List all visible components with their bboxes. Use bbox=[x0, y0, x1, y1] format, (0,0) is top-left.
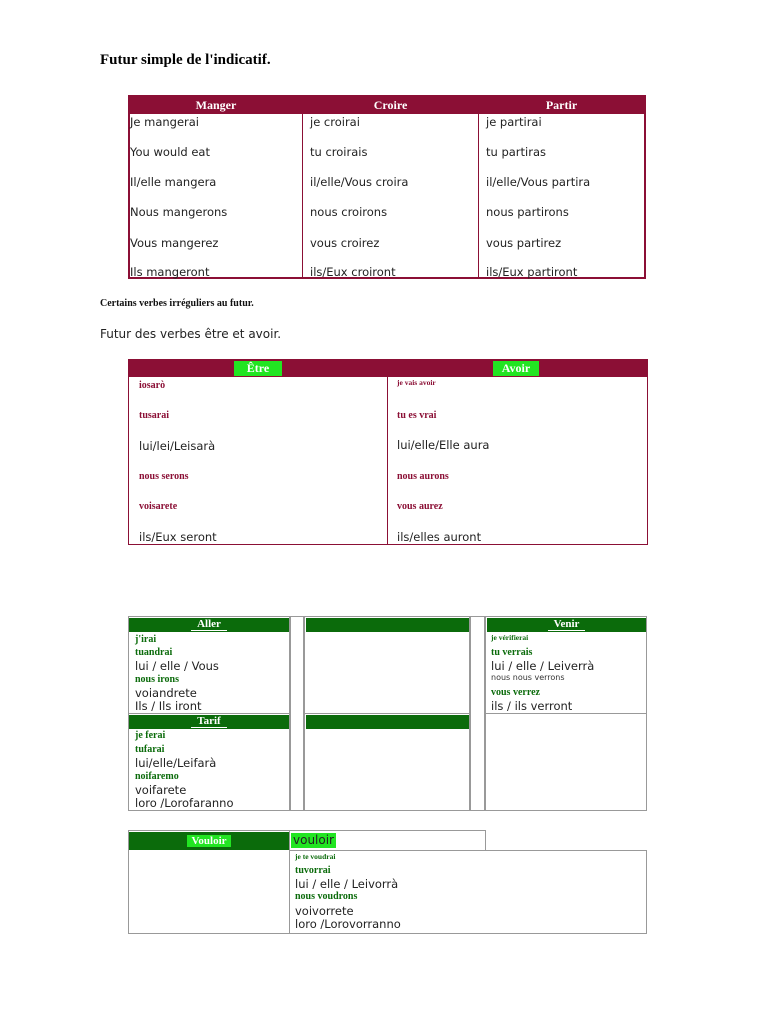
table-cell: je ferai bbox=[135, 730, 166, 741]
table-cell: je partirai bbox=[486, 115, 542, 129]
table-cell: Il/elle mangera bbox=[130, 175, 217, 189]
table-cell: tu partiras bbox=[486, 145, 546, 159]
table-cell: tusarai bbox=[139, 410, 169, 421]
table-cell: You would eat bbox=[130, 145, 210, 159]
table-cell: tu croirais bbox=[310, 145, 368, 159]
table-cell: vous partirez bbox=[486, 236, 562, 250]
header-tarif: Tarif bbox=[129, 715, 289, 729]
conjugation-grid-vouloir bbox=[128, 830, 648, 934]
table-cell: tuvorrai bbox=[295, 865, 331, 876]
table-cell: nous partirons bbox=[486, 205, 569, 219]
vouloir-field: vouloir bbox=[293, 833, 334, 847]
table-cell: je vérifierai bbox=[491, 633, 529, 642]
irregular-note: Certains verbes irréguliers au futur. bbox=[100, 298, 254, 309]
header-partir: Partir bbox=[479, 97, 644, 114]
table-cell: tu es vrai bbox=[397, 410, 437, 421]
table-cell: je te voudrai bbox=[295, 852, 336, 861]
table-cell: loro /Lorofaranno bbox=[135, 796, 234, 810]
table-cell: Je mangerai bbox=[130, 115, 200, 129]
table-cell: Ils mangeront bbox=[130, 265, 210, 279]
table-cell: nous voudrons bbox=[295, 891, 358, 902]
header-empty bbox=[306, 715, 469, 729]
header-aller: Aller bbox=[129, 618, 289, 632]
table-cell: nous irons bbox=[135, 674, 180, 685]
table-cell: j'irai bbox=[135, 634, 157, 645]
table-cell: nous serons bbox=[139, 471, 189, 482]
table-cell: lui/elle/Leifarà bbox=[135, 756, 217, 770]
table-cell: voifarete bbox=[135, 783, 187, 797]
header-croire: Croire bbox=[303, 97, 478, 114]
table-cell: voiandrete bbox=[135, 686, 197, 700]
page-title: Futur simple de l'indicatif. bbox=[100, 52, 271, 68]
table-cell: ils/Eux seront bbox=[139, 530, 217, 544]
table-cell: nous croirons bbox=[310, 205, 388, 219]
table-cell: il/elle/Vous croira bbox=[310, 175, 409, 189]
table-cell: iosarò bbox=[139, 380, 166, 391]
table-cell: vous aurez bbox=[397, 501, 443, 512]
table-cell: Nous mangerons bbox=[130, 205, 228, 219]
etre-avoir-intro: Futur des verbes être et avoir. bbox=[100, 327, 282, 341]
table-cell: il/elle/Vous partira bbox=[486, 175, 591, 189]
conjugation-grid-irregular bbox=[128, 616, 648, 812]
table-cell: nous aurons bbox=[397, 471, 449, 482]
table-cell: vous verrez bbox=[491, 687, 540, 698]
header-empty bbox=[306, 618, 469, 632]
table-cell: loro /Lorovorranno bbox=[295, 917, 401, 931]
table-cell: ils/elles auront bbox=[397, 530, 482, 544]
table-cell: tu verrais bbox=[491, 647, 533, 658]
conjugation-table-etre-avoir bbox=[128, 359, 648, 545]
header-vouloir: Vouloir bbox=[129, 832, 289, 850]
table-cell: voisarete bbox=[139, 501, 178, 512]
table-cell: nous nous verrons bbox=[491, 673, 565, 682]
table-cell: tufarai bbox=[135, 744, 165, 755]
header-avoir: Avoir bbox=[493, 361, 539, 376]
table-cell: voivorrete bbox=[295, 904, 354, 918]
table-cell: je vais avoir bbox=[397, 378, 436, 387]
table-cell: ils/Eux partiront bbox=[486, 265, 578, 279]
table-cell: tuandrai bbox=[135, 647, 173, 658]
table-cell: lui / elle / Vous bbox=[135, 659, 219, 673]
header-venir: Venir bbox=[487, 618, 646, 632]
table-cell: Ils / Ils iront bbox=[135, 699, 202, 713]
table-cell: lui/lei/Leisarà bbox=[139, 439, 216, 453]
conjugation-table-regular bbox=[128, 95, 646, 279]
header-manger: Manger bbox=[130, 97, 302, 114]
table-cell: Vous mangerez bbox=[130, 236, 219, 250]
table-cell: ils/Eux croiront bbox=[310, 265, 396, 279]
table-cell: ils / ils verront bbox=[491, 699, 573, 713]
table-cell: lui / elle / Leivorrà bbox=[295, 877, 399, 891]
header-etre: Être bbox=[234, 361, 282, 376]
table-cell: noifaremo bbox=[135, 771, 179, 782]
table-cell: je croirai bbox=[310, 115, 360, 129]
table-cell: lui / elle / Leiverrà bbox=[491, 659, 595, 673]
table-cell: vous croirez bbox=[310, 236, 380, 250]
table-cell: lui/elle/Elle aura bbox=[397, 438, 490, 452]
